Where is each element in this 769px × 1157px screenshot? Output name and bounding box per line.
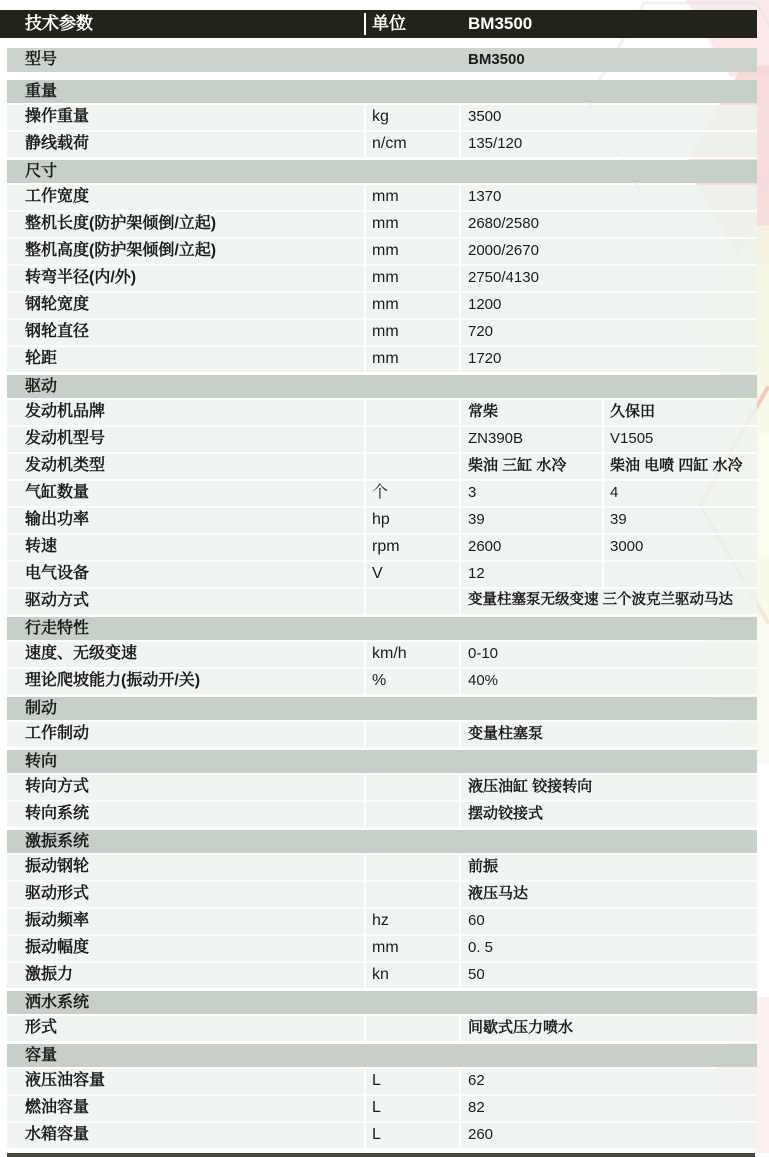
row-label: 轮距 — [25, 350, 58, 367]
column-divider — [459, 400, 461, 425]
row-unit: L — [372, 1072, 381, 1089]
row-label: 转速 — [25, 538, 58, 555]
column-divider — [364, 936, 366, 961]
row-value-1: 0-10 — [468, 645, 499, 662]
row-unit: mm — [372, 215, 399, 232]
column-divider — [459, 105, 461, 130]
row-label: 静线载荷 — [25, 135, 90, 152]
column-divider — [364, 320, 366, 345]
table-row — [7, 963, 757, 990]
row-value-1: 3500 — [468, 108, 502, 125]
row-label: 振动频率 — [25, 912, 90, 929]
row-value-1: 前振 — [468, 858, 499, 875]
row-value-1: 2680/2580 — [468, 215, 539, 232]
table-row — [7, 185, 757, 212]
row-unit: hz — [372, 912, 389, 929]
row-label: 气缸数量 — [25, 484, 90, 501]
table-row — [7, 320, 757, 347]
column-divider — [459, 427, 461, 452]
row-label: 理论爬坡能力(振动开/关) — [25, 672, 201, 689]
table-row — [7, 293, 757, 320]
table-row — [7, 909, 757, 936]
column-divider — [364, 266, 366, 291]
column-divider — [364, 239, 366, 264]
model-row-value: BM3500 — [468, 51, 525, 68]
table-row — [7, 535, 757, 562]
row-unit: % — [372, 672, 387, 689]
table-row — [7, 400, 757, 427]
row-value-2: V1505 — [610, 430, 654, 447]
column-divider — [364, 1016, 366, 1041]
column-divider — [459, 963, 461, 988]
row-label: 振动钢轮 — [25, 858, 90, 875]
row-label: 整机长度(防护架倾倒/立起) — [25, 215, 217, 232]
row-label: 发动机类型 — [25, 457, 106, 474]
column-divider — [364, 909, 366, 934]
column-divider — [459, 320, 461, 345]
table-row — [7, 589, 757, 616]
column-divider — [364, 535, 366, 560]
row-unit: kg — [372, 108, 389, 125]
spacer — [7, 72, 757, 79]
row-value-1: 60 — [468, 912, 485, 929]
column-divider — [364, 400, 366, 425]
row-label: 发动机型号 — [25, 430, 106, 447]
row-value-1: 液压马达 — [468, 885, 529, 902]
row-unit: 个 — [372, 484, 389, 501]
column-divider — [364, 882, 366, 907]
column-divider — [364, 185, 366, 210]
table-row — [7, 1016, 757, 1043]
row-unit: L — [372, 1126, 381, 1143]
section-header: 驱动 — [7, 375, 757, 398]
table-row — [7, 642, 757, 669]
column-divider — [459, 347, 461, 372]
row-label: 转弯半径(内/外) — [25, 269, 137, 286]
column-divider — [364, 293, 366, 318]
table-row — [7, 882, 757, 909]
row-label: 钢轮宽度 — [25, 296, 90, 313]
row-label: 速度、无级变速 — [25, 645, 138, 662]
row-unit: mm — [372, 188, 399, 205]
row-label: 燃油容量 — [25, 1099, 90, 1116]
column-divider — [459, 1016, 461, 1041]
table-row — [7, 1069, 757, 1096]
column-divider — [364, 508, 366, 533]
table-row — [7, 347, 757, 374]
table-row — [7, 481, 757, 508]
table-row — [7, 508, 757, 535]
row-value-2: 柴油 电喷 四缸 水冷 — [610, 457, 743, 474]
table-row — [7, 775, 757, 802]
table-row — [7, 855, 757, 882]
row-unit: rpm — [372, 538, 400, 555]
table-row — [7, 669, 757, 696]
column-divider — [364, 347, 366, 372]
table-row — [7, 936, 757, 963]
column-divider — [459, 802, 461, 827]
column-divider — [459, 936, 461, 961]
row-value-1: 间歇式压力喷水 — [468, 1019, 574, 1036]
row-label: 振动幅度 — [25, 939, 90, 956]
column-divider — [459, 293, 461, 318]
section-header: 洒水系统 — [7, 991, 757, 1014]
column-divider — [459, 909, 461, 934]
column-divider — [364, 427, 366, 452]
row-label: 激振力 — [25, 966, 74, 983]
row-unit: mm — [372, 939, 399, 956]
section-header: 激振系统 — [7, 830, 757, 853]
row-label: 水箱容量 — [25, 1126, 90, 1143]
column-divider — [459, 775, 461, 800]
column-divider — [602, 481, 604, 506]
header-column-divider — [364, 13, 366, 35]
column-divider — [364, 132, 366, 157]
column-divider — [364, 562, 366, 587]
column-divider — [459, 589, 461, 614]
column-divider — [459, 642, 461, 667]
row-value-1: 720 — [468, 323, 494, 340]
row-unit: km/h — [372, 645, 407, 662]
table-row — [7, 212, 757, 239]
table-row — [7, 722, 757, 749]
table-row — [7, 105, 757, 132]
section-header: 容量 — [7, 1044, 757, 1067]
row-value-1: 1720 — [468, 350, 502, 367]
table-bottom-rule — [7, 1153, 755, 1157]
column-divider — [459, 454, 461, 479]
column-divider — [364, 589, 366, 614]
column-divider — [459, 855, 461, 880]
sections — [7, 80, 757, 1150]
table-row — [7, 562, 757, 589]
column-divider — [459, 481, 461, 506]
column-divider — [459, 132, 461, 157]
row-value-1: 39 — [468, 511, 485, 528]
row-label: 输出功率 — [25, 511, 90, 528]
table-header-title: 技术参数 — [25, 14, 93, 33]
row-value-1: ZN390B — [468, 430, 524, 447]
table-row — [7, 132, 757, 159]
column-divider — [364, 669, 366, 694]
row-label: 整机高度(防护架倾倒/立起) — [25, 242, 217, 259]
row-value-1: 12 — [468, 565, 485, 582]
column-divider — [364, 722, 366, 747]
row-unit: L — [372, 1099, 381, 1116]
section-header: 重量 — [7, 80, 757, 103]
row-unit: mm — [372, 350, 399, 367]
column-divider — [459, 266, 461, 291]
row-unit: mm — [372, 269, 399, 286]
column-divider — [364, 802, 366, 827]
column-divider — [364, 775, 366, 800]
row-label: 工作宽度 — [25, 188, 90, 205]
column-divider — [364, 1096, 366, 1121]
column-divider — [459, 508, 461, 533]
row-value-1: 常柴 — [468, 403, 499, 420]
table-header-unit: 单位 — [372, 14, 406, 33]
table-row — [7, 427, 757, 454]
table-header-model: BM3500 — [468, 14, 533, 33]
column-divider — [459, 722, 461, 747]
model-row-label: 型号 — [25, 51, 58, 68]
row-value-1: 82 — [468, 1099, 485, 1116]
row-value-1: 0. 5 — [468, 939, 494, 956]
row-label: 转向方式 — [25, 778, 90, 795]
row-value-1: 2750/4130 — [468, 269, 539, 286]
column-divider — [364, 1069, 366, 1094]
row-label: 操作重量 — [25, 108, 90, 125]
column-divider — [459, 562, 461, 587]
column-divider — [364, 642, 366, 667]
row-label: 发动机品牌 — [25, 403, 106, 420]
row-value-1: 2000/2670 — [468, 242, 539, 259]
column-divider — [602, 535, 604, 560]
row-unit: hp — [372, 511, 390, 528]
section-header: 转向 — [7, 750, 757, 773]
row-value-1: 2600 — [468, 538, 502, 555]
column-divider — [459, 882, 461, 907]
column-divider — [459, 185, 461, 210]
row-value-1: 摆动铰接式 — [468, 805, 544, 822]
row-value-1: 3 — [468, 484, 477, 501]
section-header: 尺寸 — [7, 160, 757, 183]
table-row — [7, 454, 757, 481]
row-value-1: 62 — [468, 1072, 485, 1089]
column-divider — [459, 1123, 461, 1148]
row-label: 液压油容量 — [25, 1072, 106, 1089]
row-label: 形式 — [25, 1019, 58, 1036]
row-value-2: 39 — [610, 511, 627, 528]
table-row — [7, 802, 757, 829]
column-divider — [364, 1123, 366, 1148]
table-row — [7, 1123, 757, 1150]
model-row — [7, 48, 757, 72]
table-row — [7, 239, 757, 266]
row-label: 工作制动 — [25, 725, 90, 742]
row-value-1: 变量柱塞泵 — [468, 725, 544, 742]
column-divider — [602, 562, 604, 587]
column-divider — [364, 481, 366, 506]
column-divider — [459, 1096, 461, 1121]
column-divider — [459, 239, 461, 264]
column-divider — [364, 212, 366, 237]
row-value-1: 变量柱塞泵无级变速 三个波克兰驱动马达 — [468, 592, 734, 608]
row-value-1: 40% — [468, 672, 499, 689]
row-unit: mm — [372, 323, 399, 340]
row-value-1: 柴油 三缸 水冷 — [468, 457, 567, 474]
row-label: 钢轮直径 — [25, 323, 90, 340]
column-divider — [364, 855, 366, 880]
row-unit: mm — [372, 296, 399, 313]
section-header: 行走特性 — [7, 617, 757, 640]
row-value-1: 50 — [468, 966, 485, 983]
column-divider — [459, 535, 461, 560]
column-divider — [602, 427, 604, 452]
column-divider — [602, 454, 604, 479]
row-value-1: 1200 — [468, 296, 502, 313]
column-divider — [364, 963, 366, 988]
row-value-2: 4 — [610, 484, 619, 501]
row-label: 电气设备 — [25, 565, 90, 582]
row-unit: n/cm — [372, 135, 407, 152]
column-divider — [459, 669, 461, 694]
table-header-bar — [0, 10, 757, 38]
row-unit: mm — [372, 242, 399, 259]
row-value-1: 液压油缸 铰接转向 — [468, 778, 593, 795]
column-divider — [364, 454, 366, 479]
column-divider — [364, 105, 366, 130]
row-value-1: 135/120 — [468, 135, 523, 152]
row-label: 驱动方式 — [25, 592, 90, 609]
spec-table — [7, 0, 757, 1157]
row-label: 转向系统 — [25, 805, 90, 822]
row-value-2: 久保田 — [610, 403, 656, 420]
column-divider — [602, 508, 604, 533]
row-unit: kn — [372, 966, 389, 983]
row-unit: V — [372, 565, 383, 582]
table-row — [7, 1096, 757, 1123]
section-header: 制动 — [7, 697, 757, 720]
table-row — [7, 266, 757, 293]
column-divider — [459, 1069, 461, 1094]
row-label: 驱动形式 — [25, 885, 90, 902]
row-value-2: 3000 — [610, 538, 644, 555]
row-value-1: 260 — [468, 1126, 494, 1143]
column-divider — [602, 400, 604, 425]
column-divider — [459, 212, 461, 237]
row-value-1: 1370 — [468, 188, 502, 205]
